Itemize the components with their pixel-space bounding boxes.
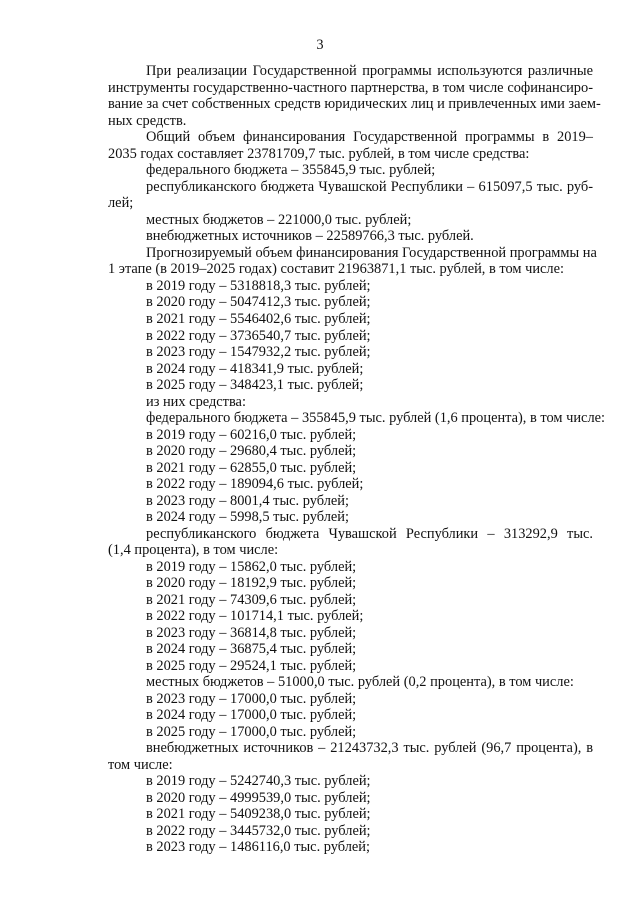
paragraph-line: федерального бюджета – 355845,9 тыс. рублей (1,6 процента), в том числе:: [146, 410, 606, 426]
paragraph-line: 2035 годах составляет 23781709,7 тыс. рублей, в том числе средства:: [108, 146, 530, 162]
paragraph-line: республиканского бюджета Чувашской Республики – 313292,9 тыс.: [146, 526, 593, 542]
paragraph-line: местных бюджетов – 221000,0 тыс. рублей;: [146, 212, 412, 228]
list-item: в 2021 году – 5546402,6 тыс. рублей;: [146, 311, 371, 327]
list-item: в 2022 году – 3445732,0 тыс. рублей;: [146, 823, 371, 839]
list-item: в 2024 году – 36875,4 тыс. рублей;: [146, 641, 357, 657]
paragraph-line: Общий объем финансирования Государственной программы в 2019–: [146, 129, 593, 145]
list-item: в 2023 году – 8001,4 тыс. рублей;: [146, 493, 349, 509]
list-item: в 2024 году – 17000,0 тыс. рублей;: [146, 707, 357, 723]
list-item: в 2023 году – 36814,8 тыс. рублей;: [146, 625, 357, 641]
paragraph-line: ных средств.: [108, 113, 187, 129]
paragraph-line: том числе:: [108, 757, 173, 773]
paragraph-line: республиканского бюджета Чувашской Республики – 615097,5 тыс. руб-: [146, 179, 593, 195]
list-item: в 2019 году – 60216,0 тыс. рублей;: [146, 427, 357, 443]
list-item: в 2023 году – 17000,0 тыс. рублей;: [146, 691, 357, 707]
list-item: в 2024 году – 418341,9 тыс. рублей;: [146, 361, 364, 377]
paragraph-line: федерального бюджета – 355845,9 тыс. рублей;: [146, 162, 436, 178]
list-item: в 2021 году – 5409238,0 тыс. рублей;: [146, 806, 371, 822]
list-item: в 2025 году – 17000,0 тыс. рублей;: [146, 724, 357, 740]
list-item: в 2020 году – 18192,9 тыс. рублей;: [146, 575, 357, 591]
paragraph-line: вание за счет собственных средств юридических лиц и привлеченных ими заем-: [108, 96, 601, 112]
paragraph-line: из них средства:: [146, 394, 246, 410]
list-item: в 2019 году – 5318818,3 тыс. рублей;: [146, 278, 371, 294]
list-item: в 2025 году – 29524,1 тыс. рублей;: [146, 658, 357, 674]
paragraph-line: внебюджетных источников – 22589766,3 тыс. рублей.: [146, 228, 474, 244]
list-item: в 2019 году – 15862,0 тыс. рублей;: [146, 559, 357, 575]
list-item: в 2022 году – 3736540,7 тыс. рублей;: [146, 328, 371, 344]
page-number: 3: [316, 37, 324, 53]
list-item: в 2025 году – 348423,1 тыс. рублей;: [146, 377, 364, 393]
list-item: в 2024 году – 5998,5 тыс. рублей;: [146, 509, 349, 525]
paragraph-line: лей;: [108, 195, 134, 211]
list-item: в 2021 году – 74309,6 тыс. рублей;: [146, 592, 357, 608]
list-item: в 2021 году – 62855,0 тыс. рублей;: [146, 460, 357, 476]
paragraph-line: внебюджетных источников – 21243732,3 тыс. рублей (96,7 процента), в: [146, 740, 593, 756]
list-item: в 2023 году – 1547932,2 тыс. рублей;: [146, 344, 371, 360]
list-item: в 2019 году – 5242740,3 тыс. рублей;: [146, 773, 371, 789]
list-item: в 2022 году – 189094,6 тыс. рублей;: [146, 476, 364, 492]
paragraph-line: При реализации Государственной программы используются различные: [146, 63, 593, 79]
paragraph-line: (1,4 процента), в том числе:: [108, 542, 279, 558]
list-item: в 2020 году – 29680,4 тыс. рублей;: [146, 443, 357, 459]
paragraph-line: инструменты государственно-частного партнерства, в том числе софинансиро-: [108, 80, 593, 96]
paragraph-line: местных бюджетов – 51000,0 тыс. рублей (0,2 процента), в том числе:: [146, 674, 574, 690]
list-item: в 2020 году – 4999539,0 тыс. рублей;: [146, 790, 371, 806]
paragraph-line: Прогнозируемый объем финансирования Государственной программы на: [146, 245, 597, 261]
list-item: в 2022 году – 101714,1 тыс. рублей;: [146, 608, 364, 624]
paragraph-line: 1 этапе (в 2019–2025 годах) составит 21963871,1 тыс. рублей, в том числе:: [108, 261, 564, 277]
list-item: в 2023 году – 1486116,0 тыс. рублей;: [146, 839, 371, 855]
list-item: в 2020 году – 5047412,3 тыс. рублей;: [146, 294, 371, 310]
